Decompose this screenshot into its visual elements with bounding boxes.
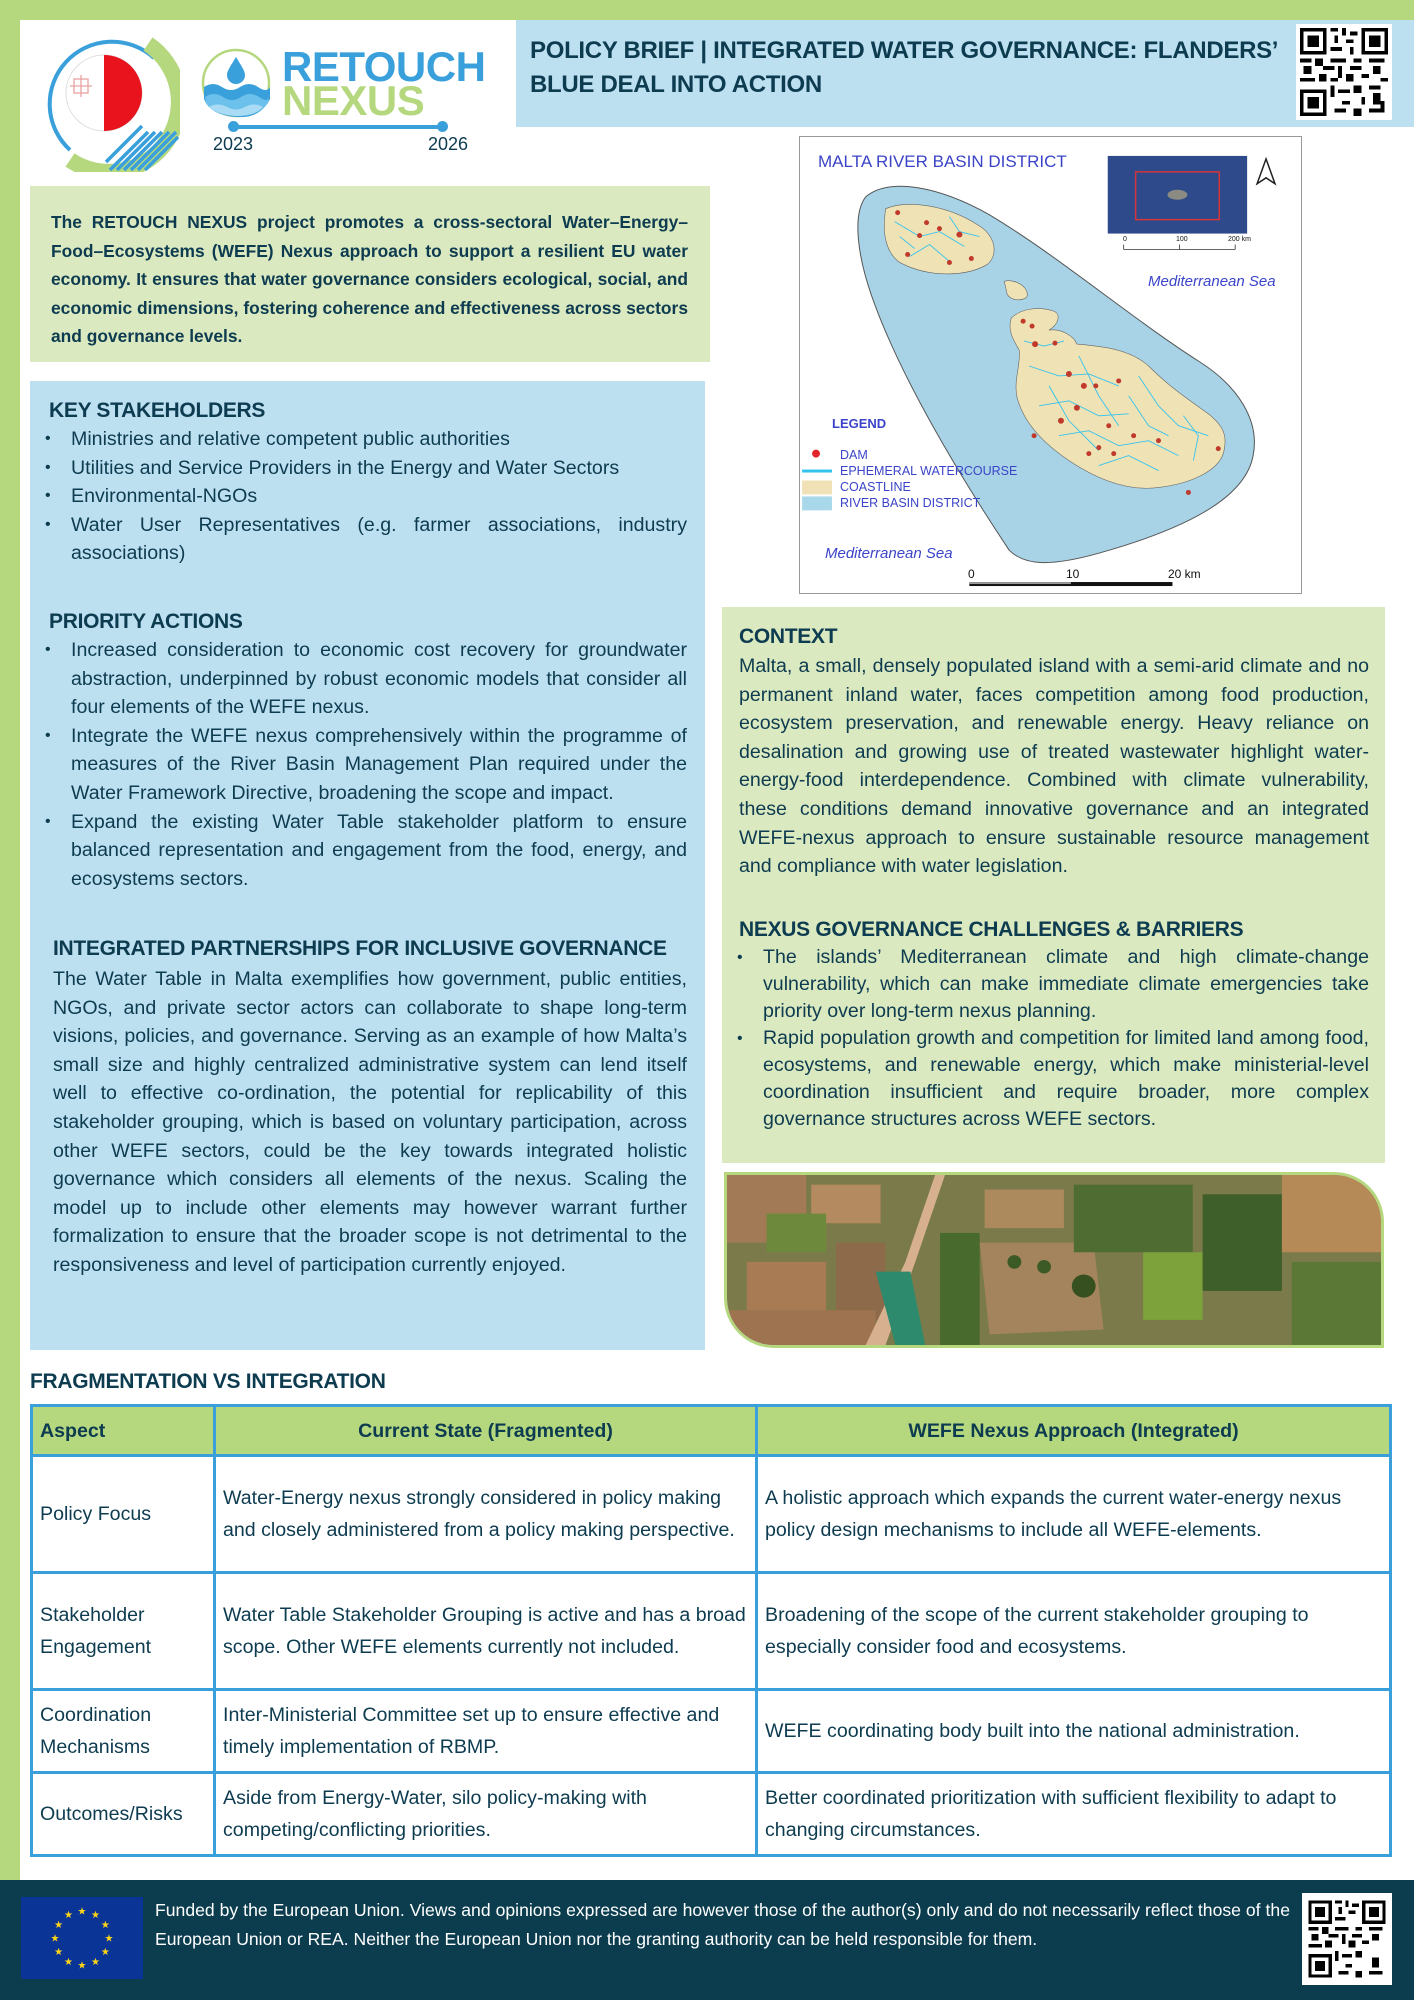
qr-code-graphic [1305, 1896, 1389, 1982]
list-item: • Integrate the WEFE nexus comprehensively within the programme of measures of the River Basin Management Plan required under the Water Framework Directive, broadening the scope and impact. [31, 722, 687, 808]
eu-star-icon: ★ [54, 1920, 64, 1931]
year-end: 2026 [428, 134, 469, 154]
logo-word-nexus: NEXUS [282, 77, 425, 124]
list-item: • Utilities and Service Providers in the Energy and Water Sectors [31, 454, 687, 483]
sea-label: Mediterranean Sea [825, 545, 953, 562]
table-cell: Inter-Ministerial Committee set up to ensure effective and timely implementation of RBMP. [215, 1690, 757, 1773]
stakeholders-actions-panel [30, 381, 705, 1350]
challenges-heading: NEXUS GOVERNANCE CHALLENGES & BARRIERS [739, 918, 1244, 941]
eu-star-icon: ★ [50, 1933, 60, 1945]
table-cell: Aside from Energy-Water, silo policy-making with competing/conflicting priorities. [215, 1773, 757, 1856]
list-item: • Water User Representatives (e.g. farmer associations, industry associations) [31, 511, 687, 568]
list-item: • Ministries and relative competent public authorities [31, 425, 687, 454]
list-item: • Expand the existing Water Table stakeholder platform to ensure balanced representation and engagement from the food, energy, and ecosystems sectors. [31, 808, 687, 894]
qr-code-graphic [1296, 24, 1392, 120]
table-heading: FRAGMENTATION VS INTEGRATION [30, 1370, 386, 1393]
list-item: • Rapid population growth and competition for limited land among food, ecosystems, and renewable energy, which make ministerial-level coordination insufficient and require broader, more complex governance structures across WEFE sectors. [723, 1025, 1369, 1133]
list-item: • The islands’ Mediterranean climate and high climate-change vulnerability, which can make immediate climate emergencies take priority over long-term nexus planning. [723, 944, 1369, 1025]
table-cell: Better coordinated prioritization with sufficient flexibility to adapt to changing circumstances. [757, 1773, 1391, 1856]
table-row [32, 1773, 1391, 1856]
inset-scale-label: 200 km [1228, 236, 1251, 243]
intro-text: The RETOUCH NEXUS project promotes a cross-sectoral Water–Energy–Food–Ecosystems (WEFE) Nexus approach to support a resilient EU water economy. It ensures that water governance considers ecological, social, and economic dimensions, fostering coherence and effectiveness across sectors and governance levels. [51, 212, 688, 347]
map-graphic [800, 137, 1301, 593]
intro-box [30, 186, 710, 362]
eu-star-icon: ★ [104, 1933, 114, 1945]
table-row [32, 1690, 1391, 1773]
key-stakeholders-list [31, 425, 687, 568]
table-cell: A holistic approach which expands the current water-energy nexus policy design mechanisms to include all WEFE-elements. [757, 1456, 1391, 1573]
page-title: POLICY BRIEF | INTEGRATED WATER GOVERNANCE: FLANDERS’ BLUE DEAL INTO ACTION [530, 37, 1277, 98]
north-arrow-icon [1257, 159, 1275, 184]
scale-label: 0 [968, 567, 975, 581]
eu-star-icon: ★ [91, 1956, 100, 1968]
table-cell: Water-Energy nexus strongly considered in policy making and closely administered from a policy making perspective. [215, 1456, 757, 1573]
year-start: 2023 [213, 134, 254, 154]
footer [0, 1880, 1414, 2000]
list-item: • Environmental-NGOs [31, 482, 687, 511]
scale-label: 10 [1066, 567, 1080, 581]
map-title: MALTA RIVER BASIN DISTRICT [818, 152, 1067, 171]
inset-scale-label: 100 [1176, 236, 1188, 243]
aerial-photo-graphic [727, 1175, 1381, 1345]
legend-item-river-basin: RIVER BASIN DISTRICT [840, 496, 981, 510]
table-cell: Outcomes/Risks [32, 1773, 215, 1856]
eu-star-icon: ★ [100, 1920, 110, 1931]
eu-star-icon: ★ [77, 1960, 87, 1972]
logo-word-retouch: RETOUCH [282, 43, 486, 90]
fragmentation-integration-table [30, 1404, 1392, 1857]
context-challenges-panel [722, 607, 1385, 1163]
eu-star-icon: ★ [54, 1947, 64, 1958]
context-text: Malta, a small, densely populated island with a semi-arid climate and no permanent inland water, faces competition among food production, ecosystem preservation, and renewable energy. Heavy reliance on desalination and growing use of treated wastewater highlight water-energy-food interdependence. Combined with climate vulnerability, these conditions demand innovative governance and an integrated WEFE-nexus approach to ensure sustainable resource management and compliance with water legislation. [739, 655, 1369, 878]
table-cell: Broadening of the scope of the current stakeholder grouping to especially consider food and ecosystems. [757, 1573, 1391, 1690]
table-row [32, 1456, 1391, 1573]
title-banner [516, 20, 1414, 127]
eu-stars-graphic [21, 1897, 143, 1979]
qr-code-icon[interactable] [1302, 1893, 1392, 1985]
left-accent-bar [0, 0, 20, 1880]
eu-star-icon: ★ [91, 1910, 100, 1922]
priority-actions-list [31, 636, 687, 893]
priority-actions-heading: PRIORITY ACTIONS [49, 610, 243, 633]
column-header: WEFE Nexus Approach (Integrated) [757, 1406, 1391, 1456]
integrated-partnerships-heading: INTEGRATED PARTNERSHIPS FOR INCLUSIVE GOVERNANCE [53, 937, 667, 960]
inset-scale-label: 0 [1123, 236, 1127, 243]
project-timeline [232, 125, 444, 129]
sea-label: Mediterranean Sea [1148, 273, 1276, 290]
legend-item-watercourse: EPHEMERAL WATERCOURSE [840, 464, 1018, 478]
column-header: Current State (Fragmented) [215, 1406, 757, 1456]
table-cell: Coordination Mechanisms [32, 1690, 215, 1773]
table-cell: Stakeholder Engagement [32, 1573, 215, 1690]
malta-river-basin-map [799, 136, 1302, 594]
eu-star-icon: ★ [77, 1906, 87, 1918]
table-cell: Water Table Stakeholder Grouping is active and has a broad scope. Other WEFE elements currently not included. [215, 1573, 757, 1690]
list-item: • Increased consideration to economic cost recovery for groundwater abstraction, underpinned by robust economic models that consider all four elements of the WEFE nexus. [31, 636, 687, 722]
table-header-row [32, 1406, 1391, 1456]
legend-item-coastline: COASTLINE [840, 480, 911, 494]
funding-disclaimer: Funded by the European Union. Views and opinions expressed are however those of the author(s) only and do not necessarily reflect those of the European Union or REA. Neither the European Union nor the granting authority can be held responsible for them. [155, 1900, 1290, 1949]
challenges-list [723, 944, 1369, 1133]
legend-item-dam: DAM [840, 448, 868, 462]
eu-star-icon: ★ [100, 1947, 110, 1958]
table-cell: WEFE coordinating body built into the national administration. [757, 1690, 1391, 1773]
column-header: Aspect [32, 1406, 215, 1456]
water-cycle-icon [200, 47, 272, 119]
qr-code-icon[interactable] [1296, 24, 1392, 120]
key-stakeholders-heading: KEY STAKEHOLDERS [49, 399, 266, 422]
malta-logo [30, 22, 180, 172]
context-heading: CONTEXT [739, 625, 838, 648]
scale-label: 20 km [1168, 567, 1201, 581]
table-row [32, 1573, 1391, 1690]
legend-title: LEGEND [832, 416, 887, 431]
eu-star-icon: ★ [64, 1956, 73, 1968]
table-cell: Policy Focus [32, 1456, 215, 1573]
top-accent-bar [0, 0, 1414, 20]
eu-star-icon: ★ [64, 1910, 73, 1922]
aerial-photo-reservoir [724, 1172, 1384, 1348]
eu-flag-icon [21, 1897, 143, 1979]
integrated-partnerships-text: The Water Table in Malta exemplifies how government, public entities, NGOs, and private sector actors can collaborate to shape long-term visions, policies, and governance. Serving as an example of how Malta’s small size and highly centralized administrative system can lend itself well to effective co-ordination, the potential for replicability of this stakeholder grouping, which is based on voluntary participation, across other WEFE sectors, could be the key towards integrated holistic governance which considers all elements of the nexus. Scaling the model up to include other elements may however warrant further formalization to ensure that the broader scope is not detrimental to the responsiveness and level of participation currently enjoyed. [53, 968, 687, 1276]
